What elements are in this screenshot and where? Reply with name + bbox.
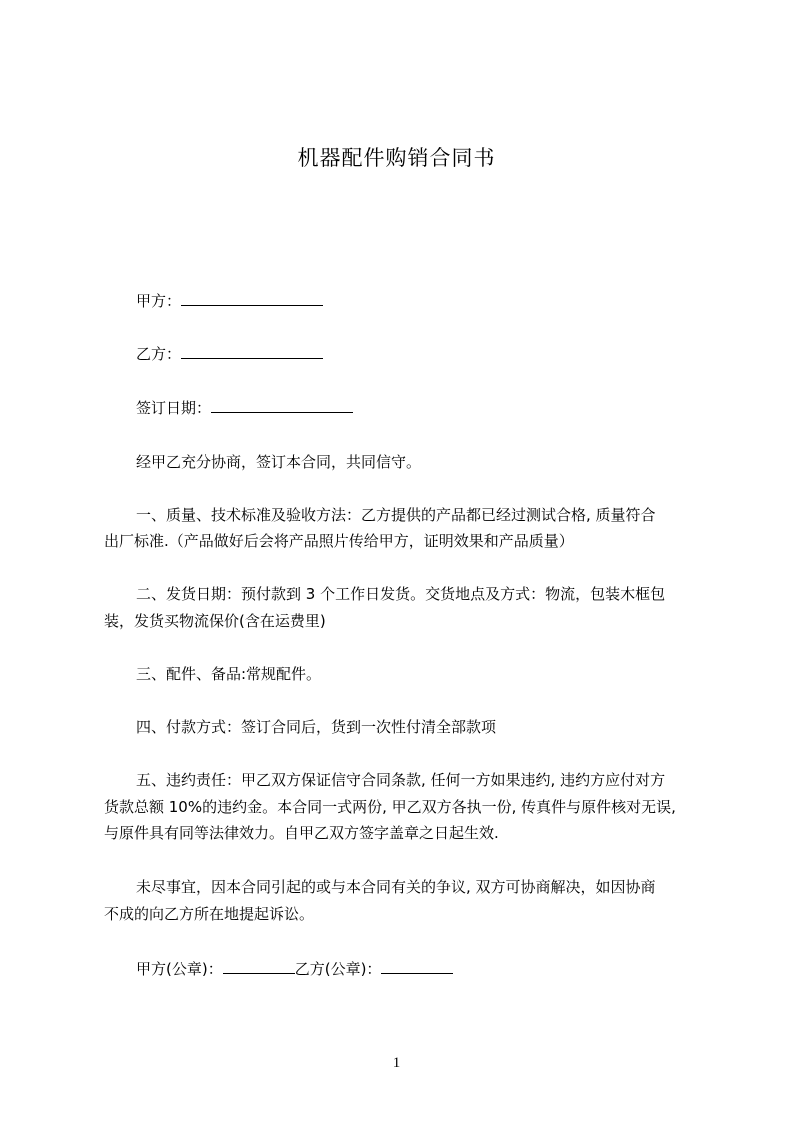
clause-4: 四、付款方式：签订合同后，货到一次性付清全部款项 bbox=[136, 718, 497, 736]
clause-3: 三、配件、备品:常规配件。 bbox=[136, 665, 322, 683]
sign-date-line bbox=[104, 394, 736, 422]
party-b-blank bbox=[181, 342, 323, 359]
party-a-label: 甲方： bbox=[136, 292, 182, 310]
document-title: 机器配件购销合同书 bbox=[297, 146, 496, 170]
seal-a-blank bbox=[223, 957, 295, 974]
seal-line bbox=[104, 955, 736, 983]
clause-5-line-3: 与原件具有同等法律效力。自甲乙双方签字盖章之日起生效. bbox=[104, 824, 499, 842]
party-b-line bbox=[104, 340, 736, 368]
seal-b-blank bbox=[381, 957, 453, 974]
clause-5-line-2: 货款总额 10%的违约金。本合同一式两份, 甲乙双方各执一份, 传真件与原件核对无误, bbox=[104, 798, 676, 816]
clause-2-line-2: 装，发货买物流保价(含在运费里) bbox=[104, 612, 326, 630]
clause-6-line-1: 未尽事宜，因本合同引起的或与本合同有关的争议, 双方可协商解决，如因协商 bbox=[136, 878, 656, 896]
party-a-line bbox=[104, 287, 736, 315]
clause-2-line-1: 二、发货日期：预付款到 3 个工作日发货。交货地点及方式：物流，包装木框包 bbox=[136, 585, 666, 603]
clause-1-line-2: 出厂标准.（产品做好后会将产品照片传给甲方，证明效果和产品质量） bbox=[104, 532, 574, 550]
page-number: 1 bbox=[392, 1055, 401, 1071]
intro-paragraph: 经甲乙充分协商，签订本合同，共同信守。 bbox=[136, 453, 422, 471]
seal-b-label: 乙方(公章)： bbox=[294, 960, 382, 978]
clause-5-line-1: 五、违约责任：甲乙双方保证信守合同条款, 任何一方如果违约, 违约方应付对方 bbox=[136, 771, 666, 789]
party-b-label: 乙方： bbox=[136, 345, 182, 363]
sign-date-blank bbox=[211, 396, 353, 413]
party-a-blank bbox=[181, 289, 323, 306]
clause-1-line-1: 一、质量、技术标准及验收方法：乙方提供的产品都已经过测试合格, 质量符合 bbox=[136, 506, 656, 524]
sign-date-label: 签订日期： bbox=[136, 399, 212, 417]
seal-a-label: 甲方(公章)： bbox=[136, 960, 223, 978]
clause-6-line-2: 不成的向乙方所在地提起诉讼。 bbox=[104, 905, 315, 923]
